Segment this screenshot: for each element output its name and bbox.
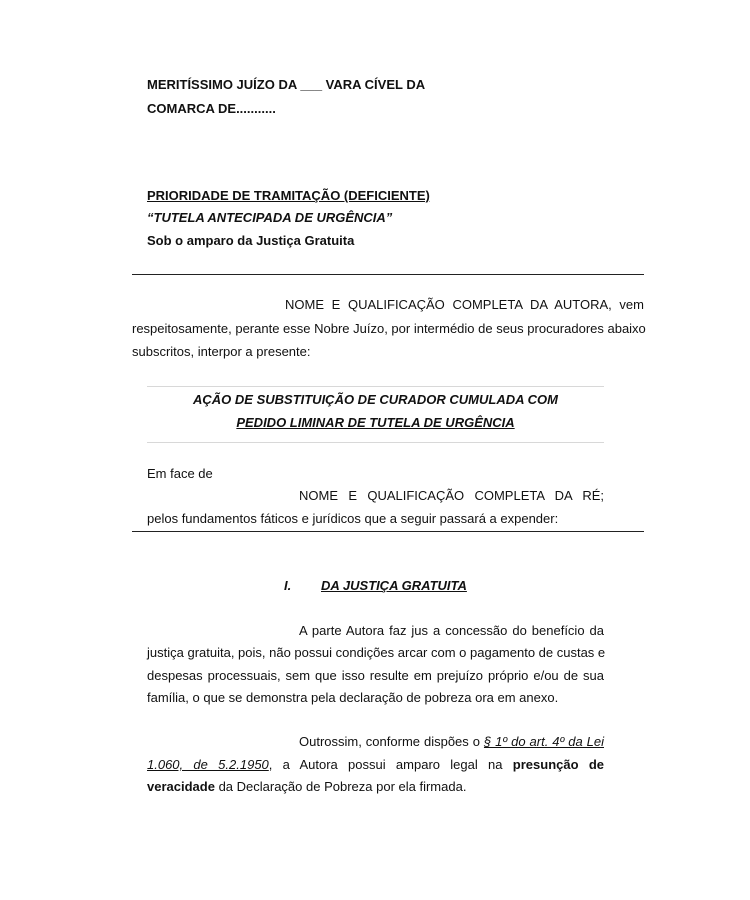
para2-line-2: [147, 757, 604, 773]
law-reference-part-1: § 1º do art. 4º da Lei: [483, 734, 604, 749]
intro-line-2: respeitosamente, perante esse Nobre Juízo, por intermédio de seus procuradores abaixo: [132, 321, 646, 336]
para1-line-1: A parte Autora faz jus a concessão do benefício da: [299, 623, 604, 638]
action-title-line-2: PEDIDO LIMINAR DE TUTELA DE URGÊNCIA: [236, 415, 515, 430]
court-address-line-2: COMARCA DE...........: [147, 101, 276, 116]
action-title-line-1: AÇÃO DE SUBSTITUIÇÃO DE CURADOR CUMULADA COM: [193, 392, 558, 407]
para2-line1-text: Outrossim, conforme dispões o: [299, 734, 480, 749]
para2-line-1: [299, 734, 604, 750]
title-rule-bottom: [147, 442, 604, 443]
presumption-bold: presunção de: [512, 757, 604, 772]
em-face-label: Em face de: [147, 466, 213, 481]
defendant-name: NOME E QUALIFICAÇÃO COMPLETA DA RÉ;: [299, 488, 604, 503]
para1-line-3: despesas processuais, sem que isso resulte em prejuízo próprio e/ou de sua: [147, 668, 604, 683]
para2-line-3: [147, 779, 466, 795]
veracity-bold: veracidade: [147, 779, 215, 794]
section-number: I.: [284, 578, 292, 593]
section-title: DA JUSTIÇA GRATUITA: [321, 578, 467, 593]
law-reference-part-2: 1.060, de 5.2.1950: [147, 757, 269, 772]
title-rule-top: [147, 386, 604, 387]
divider-bottom: [132, 531, 644, 532]
justice-caption: Sob o amparo da Justiça Gratuita: [147, 233, 355, 248]
divider-top: [132, 274, 644, 275]
para2-line2-text: , a Autora possui amparo legal na: [268, 757, 503, 772]
court-address-line-1: MERITÍSSIMO JUÍZO DA ___ VARA CÍVEL DA: [147, 77, 426, 92]
grounds-line: pelos fundamentos fáticos e jurídicos que a seguir passará a expender:: [147, 511, 559, 526]
intro-line-1: NOME E QUALIFICAÇÃO COMPLETA DA AUTORA, vem: [285, 297, 644, 312]
intro-line-3: subscritos, interpor a presente:: [132, 344, 311, 359]
priority-caption: PRIORIDADE DE TRAMITAÇÃO (DEFICIENTE): [147, 188, 430, 203]
tutela-caption: “TUTELA ANTECIPADA DE URGÊNCIA”: [147, 210, 393, 225]
para1-line-2: justiça gratuita, pois, não possui condições arcar com o pagamento de custas e: [147, 645, 606, 660]
para2-line3-text: da Declaração de Pobreza por ela firmada.: [218, 779, 467, 794]
para1-line-4: família, o que se demonstra pela declaração de pobreza ora em anexo.: [147, 690, 559, 705]
